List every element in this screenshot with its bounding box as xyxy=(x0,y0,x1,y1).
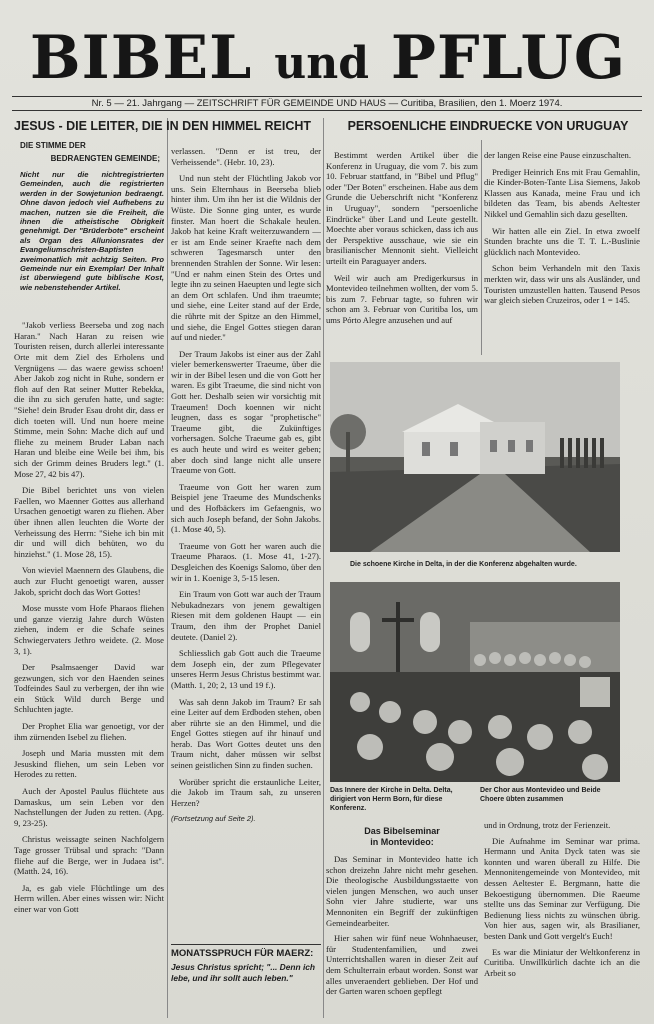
masthead xyxy=(18,22,638,94)
article3-paragraph: und in Ordnung, trotz der Ferienzeit. xyxy=(484,820,611,830)
article3-paragraph: Die Aufnahme im Seminar war prima. Hermann und Anita Dyck taten was sie konnten und waren überall zu Hilfe. Die Mennonitengemeinde von Montevideo, mit dessen Aeltester E. Bergmann, hatte die Bekoestigung übernommen. Die Raeume stellte uns das Seminar zur Verfügung. Die Bedienung liess nichts zu wünschen übrig. Von hier aus, sagen wir, als Brasilianer, besten Dank und Gott vergelt's Euch! xyxy=(484,835,640,941)
column-rule xyxy=(167,118,168,1018)
article3-paragraph: Das Seminar in Montevideo hatte ich schon dreizehn Jahre nicht mehr gesehen. Die theologische Ausbildungsstaette von vielen jungen Menschen, wo auch unser Sohn vier Jahre studierte, war uns Mennoniten ein Begriff der zukünftigen Gemeindearbeiter. xyxy=(326,854,478,928)
article1-column-2 xyxy=(171,146,321,936)
article1-paragraph: Die Bibel berichtet uns von vielen Faellen, wo Maenner Gottes aus allerhand Ursachen genoetigt waren zu fliehen. Aber über ihnen allen leuchten die Worte der Verheissung des Herrn: "Siehe ich bin mit dir und will dich behüten, wo du hinziehst." (1. Mose 28, 15). xyxy=(14,485,164,559)
article1-paragraph: Was sah denn Jakob im Traum? Er sah eine Leiter auf dem Erdboden stehen, oben aber rührte sie an den Himmel, und die Engel Gottes stiegen auf ihr hinauf und herab. Das Wort Gottes deutet uns den Traum nicht, daher müssen wir selbst seinen geistlichen Sinn zu finden suchen. xyxy=(171,696,321,771)
article1-kicker-1: DIE STIMME DER xyxy=(20,141,86,150)
article3-subhead xyxy=(326,826,478,848)
article1-intro: Nicht nur die nichtregistrierten Gemeinden, auch die registrierten werden in der Sowjetunion bedraengt. Ohne davon jedoch viel Aufhebens zu machen, nutzen sie die Freiheit, die ihnen die atheistische Obrigkeit genehmigt. Der "Brüderbote" erscheint als Organ des Allunionsrates der Evangeliumschristen-Baptisten zweimonatlich mit achtzig Seiten. Pro Gemeinde nur ein Exemplar! Der Inhalt ist überwiegend gute biblische Kost, wie nebenstehender Artikel. xyxy=(20,170,164,292)
article2-paragraph: Prediger Heinrich Ens mit Frau Gemahlin, die Kinder-Boten-Tante Lisa Siemens, Jakob Klassen aus Kanada, meine Frau und ich bildeten das Team, bis abends Aeltester Nikkel und Gemahlin sich dazu gesellten. xyxy=(484,166,640,219)
article1-paragraph: Traeume von Gott her waren auch die Traeume Pharaos. (1. Mose 41, 1-27). Desgleichen des Koenigs Salomo, über den wir in 1. Koenige 3, 5-15 lesen. xyxy=(171,540,321,583)
article1-paragraph: Ja, es gab viele Flüchtlinge um des Herrn willen. Aber eines wissen wir: Nicht einer war von Gott xyxy=(14,882,164,914)
article1-paragraph: Ein Traum von Gott war auch der Traum Nebukadnezars von jenem gewaltigen Riesen mit dem goldenen Haupt — ein Traum, den ihm der Prophet Daniel deutete. (Daniel 2). xyxy=(171,589,321,642)
article1-paragraph: Traeume von Gott her waren zum Beispiel jene Traeume des Mundschenks und des Hofbäckers im Gefaengnis, wo sich auch Joseph befand, der Sohn Jakobs. (1. Mose 40, 5). xyxy=(171,481,321,535)
article1-paragraph: Von wieviel Maennern des Glaubens, die auch zur Flucht genoetigt waren, ausser Jakob, spricht doch das Wort Gottes! xyxy=(14,565,164,597)
article1-paragraph: Schliesslich gab Gott auch die Traeume dem Joseph ein, der zum Pflegevater unseres Herrn Jesus Christus bestimmt war. (Matth. 1, 20; 2, 13 und 19 f.). xyxy=(171,648,321,690)
article3-paragraph: Es war die Miniatur der Weltkonferenz in Curitiba. Unwillkürlich dachte ich an die Arbeit so xyxy=(484,946,640,978)
article3-subhead-line2: in Montevideo: xyxy=(370,837,434,847)
masthead-title-und: und xyxy=(274,38,369,89)
article2-paragraph: Wir hatten alle ein Ziel. In etwa zwoelf Stunden brachte uns die T. T. L.-Buslinie glücklich nach Montevideo. xyxy=(484,225,640,257)
monthly-verse-text: Jesus Christus spricht; "... Denn ich lebe, und ihr sollt auch leben." xyxy=(171,962,316,983)
photo1-caption: Die schoene Kirche in Delta, in der die Konferenz abgehalten wurde. xyxy=(350,561,577,568)
photo2-caption-right: Der Chor aus Montevideo und Beide Choere übten zusammen xyxy=(480,787,601,803)
monthly-verse-title: MONATSSPRUCH FÜR MAERZ: xyxy=(171,948,314,959)
article3-paragraph: Hier sahen wir fünf neue Wohnhaeuser, für Studentenfamilien, und zwei Unterrichtshallen waren in dieser Zeit auf dem Schulterrain erbaut worden. Sonst war alles unveraendert geblieben. Der Hof und der Garten waren schoen gepflegt xyxy=(326,933,478,997)
monthly-verse-box xyxy=(171,944,321,983)
article2-paragraph: Bestimmt werden Artikel über die Konferenz in Uruguay, die vom 7. bis zum 10. Februar stattfand, in "Bibel und Pflug" oder "Der Boten" erscheinen. Habe aus dem Grunde die Ueberschrift nicht "Konferenz in Uruguay", sondern "persoenliche Eindrücke" über Land und Leute gestellt. Moechte aber voraus schicken, dass ich aus der Perspektive ausschaue, wie sie ein brasilianischer Mennonit sieht. Vielleicht urteilt ein Paraguayer anders. xyxy=(326,150,478,266)
article1-paragraph: verlassen. "Denn er ist treu, der Verheissende". (Hebr. 10, 23). xyxy=(171,146,321,167)
article1-paragraph: Und nun steht der Flüchtling Jakob vor uns. Sein Elternhaus in Beerseba blieb hinter ihm. Um ihn her ist die Wildnis der Wüste. Die Sonne ging unter, es wurde finster. Man hoert die Schakale heulen. Jakob hat keine Kraft weiterzuwandern — er ist am Ende seiner Kraefte nach dem schweren Tagesmarsch unter den brennenden Strahlen der Sonne. Wir lesen: "Und er nahm einen Stein des Ortes und legte ihn zu seinen Haeupten und legte sich an dem Ort schlafen. Und ihm traeumte; und siehe, eine Leiter stand auf der Erde, die rührte mit der Spitze an den Himmel, und siehe, die Engel Gottes stiegen daran auf und nieder." xyxy=(171,173,321,343)
article3-column-1 xyxy=(326,826,478,1018)
article1-headline: JESUS - DIE LEITER, DIE IN DEN HIMMEL REICHT xyxy=(14,119,312,133)
article2-paragraph: Weil wir auch am Predigerkursus in Montevideo teilnehmen wollten, der vom 5. bis zum 7. Februar tagte, so fuhren wir schon am 3. Februar von Curitiba los, um ums Pórto Alegre anzusehen und auf xyxy=(326,272,478,325)
article1-paragraph: Worüber spricht die erstaunliche Leiter, die Jakob im Traum sah, zu unseren Herzen? xyxy=(171,776,321,808)
article1-paragraph: Der Prophet Elia war genoetigt, vor der ihm zürnenden Isebel zu fliehen. xyxy=(14,721,164,742)
church-exterior-photo xyxy=(330,362,620,552)
article3-column-2 xyxy=(484,820,640,1018)
masthead-title-part1: BIBEL xyxy=(29,23,253,93)
article1-paragraph: Christus weissagte seinen Nachfolgern Tage grosser Trübsal und sprach: "Dann fliehe auf die Berge, wer in Judaea ist". (Matth. 24, 16). xyxy=(14,834,164,877)
article2-paragraph: der langen Reise eine Pause einzuschalten. xyxy=(484,150,631,160)
article1-column-1 xyxy=(14,140,164,1020)
article1-paragraph: Der Traum Jakobs ist einer aus der Zahl vieler bemerkenswerter Traeume, über die wir in der Bibel lesen und die von Gott her waren. Es gibt Traeume, die sind nicht von Gott her. Deshalb seien wir vorsichtig mit Traeumen! Doch koennen wir nicht leugnen, dass es sogar "prophetische" Traeume gibt, die Zukünftiges vorhersagen. Solche Traeume gab es, gibt es auch heute und wird es weiter geben; aber doch sind lange nicht alle unsere Traeume von Gott. xyxy=(171,348,321,476)
issue-info-bar: Nr. 5 — 21. Jahrgang — ZEITSCHRIFT FÜR GEMEINDE UND HAUS — Curitiba, Brasilien, den 1. Moerz 1974. xyxy=(12,96,642,111)
article2-column-1 xyxy=(326,150,478,360)
article2-column-2 xyxy=(484,150,640,360)
photo2-caption xyxy=(330,786,620,813)
article1-paragraph: Joseph und Maria mussten mit dem Jesuskind fliehen, um sein Leben vor Herodes zu retten. xyxy=(14,748,164,780)
article2-headline: PERSOENLICHE EINDRUECKE VON URUGUAY xyxy=(347,119,629,133)
article1-paragraph: Auch der Apostel Paulus flüchtete aus Damaskus, um sein Leben vor den Nachstellungen der Juden zu retten. (Apg. 9, 23-25). xyxy=(14,786,164,828)
church-interior-photo xyxy=(330,582,620,782)
article1-kicker-2: BEDRAENGTEN GEMEINDE; xyxy=(50,154,160,163)
article1-paragraph: "Jakob verliess Beerseba und zog nach Haran." Nach Haran zu reisen wie Touristen reisen, durch allerlei interessante Orte mit dem Ziel des Erholens und Vergnügens — das waere gewiss schoen! Aber Jakob zog nicht in Ruhe, sondern er floh auf den Rat seiner Mutter Rebekka, die ihn zu sich gerufen hatte, und sagte: "Siehe! dein Bruder Esau droht dir, dass er dich toeten will. Und nun hoere meine Stimme, mein Sohn: Mache dich auf und fliehe zu meinem Bruder Laban nach Haran und bleibe eine Weile bei ihm, bis sich der Grimm deines Bruders legt." (1. Mose 27, 42 bis 47). xyxy=(14,320,164,479)
article3-subhead-line1: Das Bibelseminar xyxy=(364,826,440,836)
photo2-caption-left: Das Innere der Kirche in Delta. Delta, dirigiert von Herrn Born, für diese Konferenz. xyxy=(330,787,453,812)
column-rule xyxy=(323,118,324,1018)
masthead-title-part2: PFLUG xyxy=(390,23,627,93)
article2-paragraph: Schon beim Verhandeln mit den Taxis merkten wir, dass wir uns als Ausländer, und Touristen umzustellen hatten. Tausend Pesos war gleich sieben Cruzeiros, oder 1 = 145. xyxy=(484,263,640,306)
article1-paragraph: Mose musste vom Hofe Pharaos fliehen und ganze vierzig Jahre durch Wüsten ziehen, indem er die Schafe seines Schwiegervaters Jethro weidete. (2. Mose 3, 1). xyxy=(14,603,164,656)
article1-paragraph: Der Psalmsaenger David war gezwungen, sich vor den Haenden seines Todfeindes Saul zu verbergen, der ihn wie ein Stück Wild durch Berge und Schluchten jagte. xyxy=(14,662,164,715)
column-rule xyxy=(481,140,482,355)
continuation-note: (Fortsetzung auf Seite 2). xyxy=(171,814,256,824)
